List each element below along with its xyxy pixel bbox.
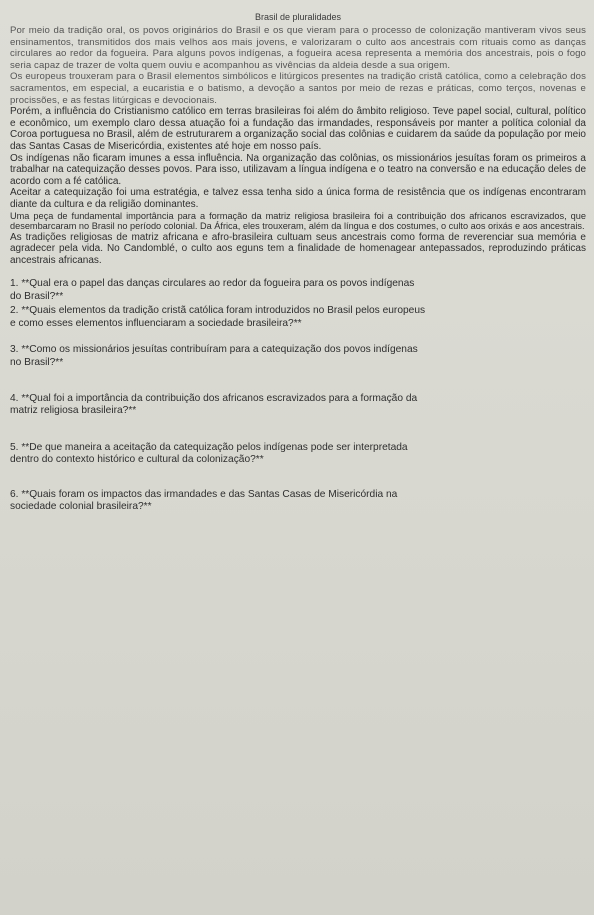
document-title: Brasil de pluralidades <box>254 12 342 22</box>
question-2-line-2: e como esses elementos influenciaram a sociedade brasileira?** <box>10 317 302 329</box>
question-3 <box>10 344 586 369</box>
question-6 <box>10 489 586 514</box>
question-4-line-2: matriz religiosa brasileira?** <box>10 405 137 417</box>
paragraph-european-elements: Os europeus trouxeram para o Brasil elementos simbólicos e litúrgicos presentes na tradição cristã católica, como a celebração dos sacramentos, em especial, a eucaristia e o batismo, a devoção a santos por meio de rezas e práticas, como terços, novenas e procissões, e as festas litúrgicas e devocionais. <box>10 71 586 106</box>
paragraph-african-traditions: As tradições religiosas de matriz africana e afro-brasileira cultuam seus ancestrais como forma de reverenciar sua memória e agradecer pela vida. No Candomblé, o culto aos eguns tem a finalidade de homenagear antepassados, reproduzindo práticas ancestrais africanas. <box>10 231 586 266</box>
question-6-line-2: sociedade colonial brasileira?** <box>10 500 152 512</box>
question-2-line-1: 2. **Quais elementos da tradição cristã católica foram introduzidos no Brasil pelos europeus <box>10 305 426 317</box>
paragraph-indigenous-catechization: Os indígenas não ficaram imunes a essa influência. Na organização das colônias, os missionários jesuítas foram os primeiros a trabalhar na catequização desses povos. Para isso, utilizavam a língua indígena e o teatro na conversão e na educação deles de acordo com a fé católica. <box>10 152 586 187</box>
question-2 <box>10 305 586 330</box>
question-1-line-2: do Brasil?** <box>10 290 64 302</box>
question-6-line-1: 6. **Quais foram os impactos das irmandades e das Santas Casas de Misericórdia na <box>10 488 398 500</box>
question-3-line-2: no Brasil?** <box>10 356 64 368</box>
question-1 <box>10 278 586 303</box>
question-4-line-1: 4. **Qual foi a importância da contribuição dos africanos escravizados para a formação da <box>10 392 418 404</box>
paragraph-oral-tradition: Por meio da tradição oral, os povos originários do Brasil e os que vieram para o processo de colonização mantiveram vivos seus ensinamentos, transmitidos dos mais velhos aos mais jovens, e valorizaram o culto aos ancestrais com rituais como as danças circulares ao redor da fogueira. Para alguns povos indígenas, a fogueira acesa representa a memória dos ancestrais, pois o fogo seria capaz de trazer de volta quem ouviu e acompanhou as vivências da aldeia desde a sua origem. <box>10 25 586 71</box>
paragraph-african-contribution: Uma peça de fundamental importância para a formação da matriz religiosa brasileira foi a contribuição dos africanos escravizados, que desembarcaram no Brasil no período colonial. Da África, eles trouxeram, além da língua e dos costumes, o culto aos orixás e aos ancestrais. <box>10 210 586 232</box>
paragraph-resistance: Aceitar a catequização foi uma estratégia, e talvez essa tenha sido a única forma de resistência que os indígenas encontraram diante da cultura e da religião dominantes. <box>10 187 586 210</box>
question-3-line-1: 3. **Como os missionários jesuítas contribuíram para a catequização dos povos indígenas <box>10 344 418 356</box>
questions-list <box>10 278 586 513</box>
question-5 <box>10 442 586 467</box>
question-5-line-1: 5. **De que maneira a aceitação da catequização pelos indígenas pode ser interpretada <box>10 441 408 453</box>
question-1-line-1: 1. **Qual era o papel das danças circulares ao redor da fogueira para os povos indígenas <box>10 278 415 290</box>
paragraph-christian-influence: Porém, a influência do Cristianismo católico em terras brasileiras foi além do âmbito religioso. Teve papel social, cultural, político e econômico, um exemplo claro dessa atuação foi a fundação das irmandades, responsáveis por manter a política colonial da Coroa portuguesa no Brasil, além de estruturarem a organização social das colônias e cuidarem da saúde da população por meio das Santas Casas de Misericórdia, existentes até hoje em nosso país. <box>10 106 586 152</box>
question-4 <box>10 393 586 418</box>
question-5-line-2: dentro do contexto histórico e cultural da colonização?** <box>10 454 264 466</box>
